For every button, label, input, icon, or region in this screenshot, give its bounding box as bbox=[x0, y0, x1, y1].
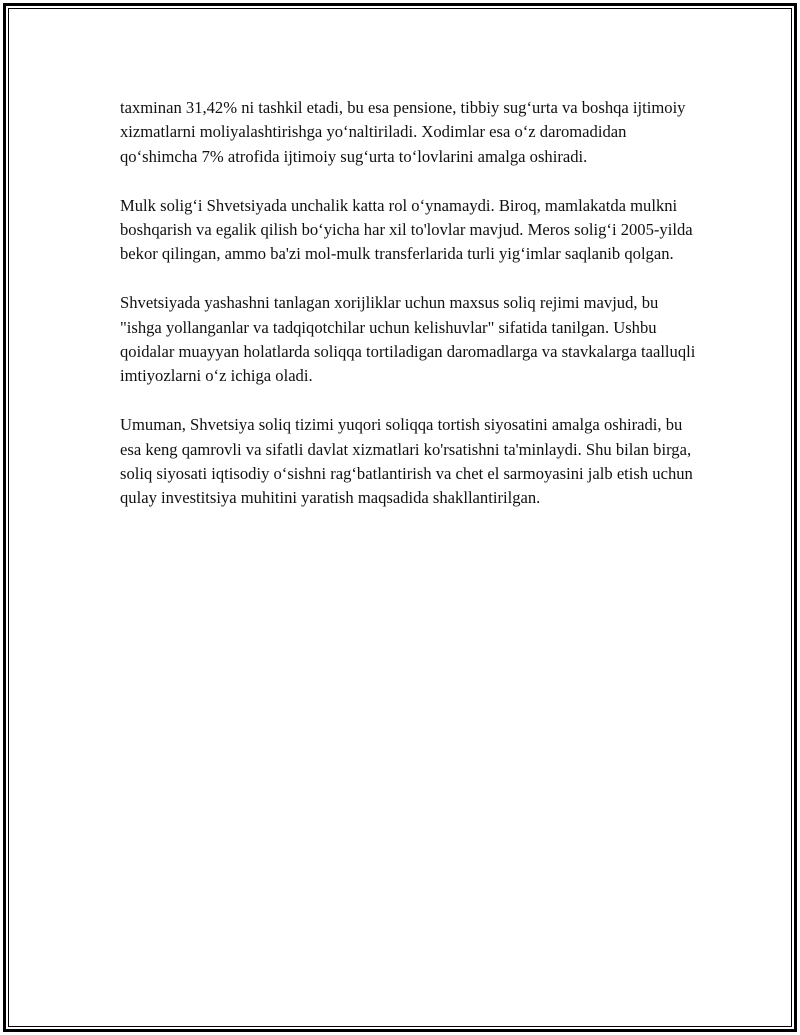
paragraph-foreigner-regime: Shvetsiyada yashashni tanlagan xorijliklar uchun maxsus soliq rejimi mavjud, bu "ishga yollanganlar va tadqiqotchilar uchun kelishuvlar" sifatida tanilgan. Ushbu qoidalar muayyan holatlarda soliqqa tortiladigan daromadlarga va stavkalarga taalluqli imtiyozlarni o‘z ichiga oladi. bbox=[120, 293, 696, 386]
paragraph-property-tax: Mulk solig‘i Shvetsiyada unchalik katta rol o‘ynamaydi. Biroq, mamlakatda mulkni boshqarish va egalik qilish bo‘yicha har xil to'lovlar mavjud. Meros solig‘i 2005-yilda bekor qilingan, ammo ba'zi mol-mulk transferlarida turli yig‘imlar saqlanib qolgan. bbox=[120, 195, 693, 264]
document-body bbox=[120, 96, 700, 535]
page-border bbox=[3, 3, 797, 1032]
paragraph-social-insurance: taxminan 31,42% ni tashkil etadi, bu esa pensione, tibbiy sug‘urta va boshqa ijtimoiy xizmatlarni moliyalashtirishga yo‘naltiriladi. Xodimlar esa o‘z daromadidan qo‘shimcha 7% atrofida ijtimoiy sug‘urta to‘lovlarini amalga oshiradi. bbox=[120, 98, 686, 166]
paragraph-conclusion: Umuman, Shvetsiya soliq tizimi yuqori soliqqa tortish siyosatini amalga oshiradi, bu esa keng qamrovli va sifatli davlat xizmatlari ko'rsatishni ta'minlaydi. Shu bilan birga, soliq siyosati iqtisodiy o‘sishni rag‘batlantirish va chet el sarmoyasini jalb etish uchun qulay investitsiya muhitini yaratish maqsadida shakllantirilgan. bbox=[120, 415, 693, 508]
